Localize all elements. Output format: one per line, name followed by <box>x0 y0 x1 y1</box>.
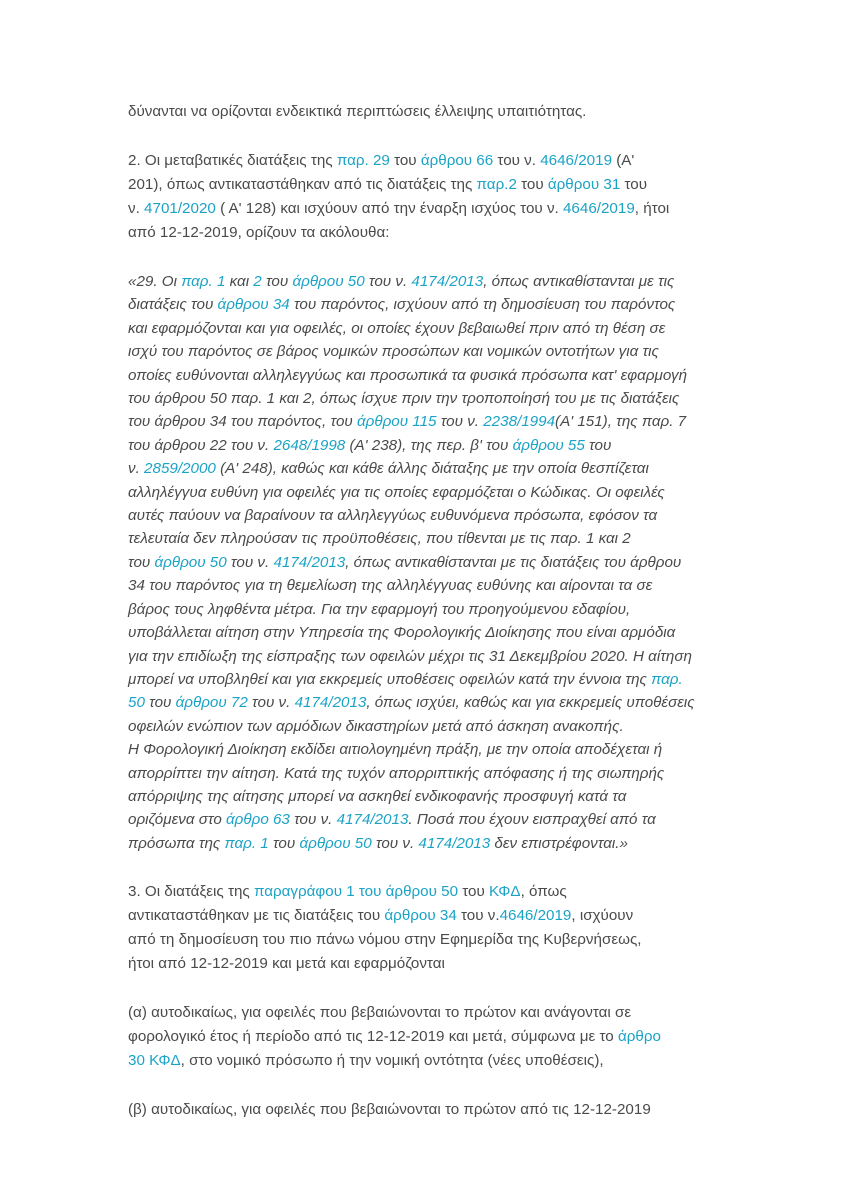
law-reference-link[interactable]: 2238/1994 <box>483 413 556 431</box>
text-segment: οφειλών ενώπιον των αρμόδιων δικαστηρίων μετά από άσκηση ανακοπής. <box>128 717 624 735</box>
law-reference-link[interactable]: 4646/2019 <box>562 200 635 217</box>
text-segment: του ν. <box>289 811 337 829</box>
law-reference-link[interactable]: άρθρου 115 <box>356 413 437 431</box>
text-line <box>128 880 728 904</box>
text-line <box>128 738 728 761</box>
text-segment: αντικαταστάθηκαν με τις διατάξεις του <box>128 907 385 925</box>
text-segment: του ν. <box>436 413 484 431</box>
law-reference-link[interactable]: παραγράφου 1 του άρθρου 50 <box>253 883 459 901</box>
text-segment: του ν. <box>247 694 295 712</box>
text-segment: αυτές παύουν να βαραίνουν τα αλληλεγγύως ευθυνόμενα πρόσωπα, εφόσον τα <box>128 507 658 525</box>
paragraph-2 <box>128 149 728 245</box>
text-line <box>128 364 728 387</box>
law-reference-link[interactable]: 4174/2013 <box>273 553 346 571</box>
text-segment: αλληλέγγυα ευθύνη για οφειλές για τις οποίες εφαρμόζεται ο Κώδικας. Οι οφειλές <box>128 483 665 501</box>
text-segment: , στο νομικό πρόσωπο ή την νομική οντότητα (νέες υποθέσεις), <box>180 1052 604 1070</box>
law-reference-link[interactable]: άρθρου 66 <box>420 152 494 169</box>
text-line <box>128 270 728 293</box>
law-reference-link[interactable]: 4174/2013 <box>418 834 491 852</box>
text-segment: του <box>620 176 648 193</box>
text-segment: βάρος τους ληφθέντα μέτρα. Για την εφαρμογή του προηγούμενου εδαφίου, <box>128 600 631 618</box>
text-segment: δεν επιστρέφονται.» <box>490 834 628 852</box>
text-line <box>128 551 728 574</box>
text-line <box>128 173 728 197</box>
text-line <box>128 808 728 831</box>
quote-block <box>128 270 728 855</box>
text-segment: και <box>225 273 254 290</box>
text-segment: του ν. <box>371 834 419 852</box>
text-segment: οποίες ευθύνονται αλληλεγγύως και προσωπικά τα φυσικά πρόσωπα κατ' εφαρμογή <box>128 366 688 384</box>
text-segment: του <box>144 694 176 712</box>
text-line <box>128 691 728 714</box>
law-reference-link[interactable]: άρθρο <box>617 1028 661 1046</box>
law-reference-link[interactable]: παρ. 1 <box>224 834 269 852</box>
law-reference-link[interactable]: άρθρου 34 <box>217 296 290 314</box>
text-segment: , ισχύουν <box>571 907 634 925</box>
text-line <box>128 952 728 976</box>
text-segment: . Ποσά που έχουν εισπραχθεί από τα <box>408 811 656 829</box>
text-line <box>128 785 728 808</box>
text-segment: μπορεί να υποβληθεί και για εκκρεμείς υποθέσεις οφειλών κατά την έννοια της <box>128 670 652 688</box>
paragraph-intro <box>128 100 728 124</box>
text-segment: του <box>458 883 490 901</box>
text-line <box>128 1001 728 1025</box>
text-segment: του ν. <box>226 553 274 571</box>
law-reference-link[interactable]: 50 <box>128 694 145 712</box>
text-segment: του ν. <box>364 273 412 290</box>
text-segment: απόρριψης της αίτησης μπορεί να ασκηθεί ενδικοφανής προσφυγή κατά τα <box>128 787 627 805</box>
text-line <box>128 1098 728 1122</box>
text-line <box>128 1049 728 1073</box>
text-segment: , όπως ισχύει, καθώς και για εκκρεμείς υποθέσεις <box>366 694 695 712</box>
text-segment: (Α' 248), καθώς και κάθε άλλης διάταξης με την οποία θεσπίζεται <box>215 460 649 478</box>
paragraph-b <box>128 1098 728 1122</box>
text-segment: (Α' 151), της παρ. 7 <box>555 413 687 431</box>
law-reference-link[interactable]: άρθρου 34 <box>384 907 457 925</box>
text-segment: του άρθρου 22 του ν. <box>128 436 274 454</box>
text-segment: (Α' <box>612 152 635 169</box>
text-line: δύνανται να ορίζονται ενδεικτικά περιπτώσεις έλλειψης υπαιτιότητας. <box>128 103 587 120</box>
law-reference-link[interactable]: παρ. 29 <box>336 152 390 169</box>
law-reference-link[interactable]: 2648/1998 <box>273 436 346 454</box>
text-line <box>128 668 728 691</box>
law-reference-link[interactable]: 2859/2000 <box>144 460 216 478</box>
text-segment: πρόσωπα της <box>128 834 225 852</box>
law-reference-link[interactable]: παρ. 1 <box>181 273 226 290</box>
text-segment: του ν. <box>493 152 541 169</box>
text-segment: του άρθρου 34 του παρόντος, του <box>128 413 357 431</box>
text-segment: του <box>268 834 300 852</box>
text-segment: και εφαρμόζονται και για οφειλές, οι οποίες έχουν βεβαιωθεί πριν από τη θέση σε <box>128 319 666 337</box>
text-segment: του <box>389 152 421 169</box>
paragraph-3 <box>128 880 728 976</box>
text-line <box>128 504 728 527</box>
text-segment: φορολογικό έτος ή περίοδο από τις 12-12-2019 και μετά, σύμφωνα με το <box>128 1028 618 1046</box>
text-segment: ν. <box>128 200 145 217</box>
law-reference-link[interactable]: άρθρο 63 <box>226 811 290 829</box>
text-line <box>128 904 728 928</box>
law-reference-link[interactable]: άρθρου 50 <box>299 834 372 852</box>
text-segment: από 12-12-2019, ορίζουν τα ακόλουθα: <box>128 224 390 241</box>
text-line <box>128 317 728 340</box>
text-line <box>128 762 728 785</box>
text-segment: του ν. <box>456 907 500 925</box>
text-segment: (β) αυτοδικαίως, για οφειλές που βεβαιώνονται το πρώτον από τις 12-12-2019 <box>128 1101 651 1119</box>
text-segment: του <box>516 176 548 193</box>
text-segment: από τη δημοσίευση του πιο πάνω νόμου στην Εφημερίδα της Κυβερνήσεως, <box>128 931 642 949</box>
text-segment: ήτοι από 12-12-2019 και μετά και εφαρμόζονται <box>128 955 445 973</box>
law-reference-link[interactable]: παρ.2 <box>476 176 517 193</box>
law-reference-link[interactable]: παρ. <box>651 670 683 688</box>
text-line <box>128 340 728 363</box>
text-segment: (Α' 238), της περ. β' του <box>345 436 513 454</box>
text-line <box>128 928 728 952</box>
text-segment: 34 του παρόντος για τη θεμελίωση της αλληλέγγυας ευθύνης και αίρονται τα σε <box>128 577 653 595</box>
text-segment: , όπως αντικαθίστανται με τις <box>483 273 675 290</box>
text-line <box>128 221 728 245</box>
text-segment: του άρθρου 50 παρ. 1 και 2, όπως ίσχυε πριν την τροποποίησή του με τις διατάξεις <box>128 390 680 408</box>
text-segment: οριζόμενα στο <box>128 811 227 829</box>
text-line <box>128 621 728 644</box>
text-segment: 2. Οι μεταβατικές διατάξεις της <box>128 152 337 169</box>
law-reference-link[interactable]: 30 ΚΦΔ <box>128 1052 181 1070</box>
text-segment: Η Φορολογική Διοίκηση εκδίδει αιτιολογημένη πράξη, με την οποία αποδέχεται ή <box>128 741 663 759</box>
text-segment: τελευταία δεν πληρούσαν τις προϋποθέσεις, που τίθενται με τις παρ. 1 και 2 <box>128 530 631 548</box>
text-line <box>128 293 728 316</box>
text-segment: υποβάλλεται αίτηση στην Υπηρεσία της Φορολογικής Διοίκησης που είναι αρμόδια <box>128 624 676 642</box>
text-line <box>128 715 728 738</box>
text-line <box>128 481 728 504</box>
text-line <box>128 645 728 668</box>
text-segment: «29. Οι <box>128 273 182 290</box>
text-segment: του <box>128 553 155 571</box>
text-line <box>128 410 728 433</box>
text-segment: ν. <box>128 460 145 478</box>
law-reference-link[interactable]: άρθρου 50 <box>292 273 365 290</box>
text-line <box>128 527 728 550</box>
law-reference-link[interactable]: 2 <box>253 273 262 290</box>
text-segment: του παρόντος, ισχύουν από τη δημοσίευση του παρόντος <box>289 296 676 314</box>
text-segment: του <box>584 436 612 454</box>
text-line <box>128 149 728 173</box>
text-line <box>128 1025 728 1049</box>
law-reference-link[interactable]: άρθρου 31 <box>547 176 621 193</box>
text-segment: ( Α' 128) και ισχύουν από την έναρξη ισχύος του ν. <box>215 200 563 217</box>
law-reference-link[interactable]: 4646/2019 <box>499 907 572 925</box>
text-segment: ισχύ του παρόντος σε βάρος νομικών προσώπων και νομικών οντοτήτων για τις <box>128 343 659 361</box>
paragraph-a <box>128 1001 728 1073</box>
text-line <box>128 574 728 597</box>
text-segment: για την επιδίωξη της είσπραξης των οφειλών μέχρι τις 31 Δεκεμβρίου 2020. Η αίτηση <box>128 647 692 665</box>
law-reference-link[interactable]: ΚΦΔ <box>489 883 521 901</box>
text-segment: 201), όπως αντικαταστάθηκαν από τις διατάξεις της <box>128 176 477 193</box>
text-segment: (α) αυτοδικαίως, για οφειλές που βεβαιώνονται το πρώτον και ανάγονται σε <box>128 1004 632 1022</box>
text-line <box>128 832 728 855</box>
law-reference-link[interactable]: 4646/2019 <box>540 152 613 169</box>
text-segment: απορρίπτει την αίτηση. Κατά της τυχόν απορριπτικής απόφασης ή της σιωπηρής <box>128 764 665 782</box>
law-reference-link[interactable]: 4174/2013 <box>294 694 367 712</box>
text-line <box>128 434 728 457</box>
law-reference-link[interactable]: 4174/2013 <box>411 273 484 290</box>
text-line <box>128 387 728 410</box>
text-line <box>128 197 728 221</box>
text-segment: , όπως <box>520 883 567 901</box>
text-segment: , όπως αντικαθίστανται με τις διατάξεις του άρθρου <box>345 553 682 571</box>
document-page <box>128 100 728 1122</box>
text-segment: 3. Οι διατάξεις της <box>128 883 254 901</box>
law-reference-link[interactable]: άρθρου 55 <box>512 436 585 454</box>
text-segment: , ήτοι <box>634 200 670 217</box>
law-reference-link[interactable]: 4174/2013 <box>336 811 409 829</box>
text-segment: του <box>261 273 293 290</box>
text-line <box>128 457 728 480</box>
law-reference-link[interactable]: άρθρου 72 <box>175 694 248 712</box>
text-line <box>128 598 728 621</box>
law-reference-link[interactable]: άρθρου 50 <box>154 553 227 571</box>
text-segment: διατάξεις του <box>128 296 218 314</box>
law-reference-link[interactable]: 4701/2020 <box>144 200 216 217</box>
